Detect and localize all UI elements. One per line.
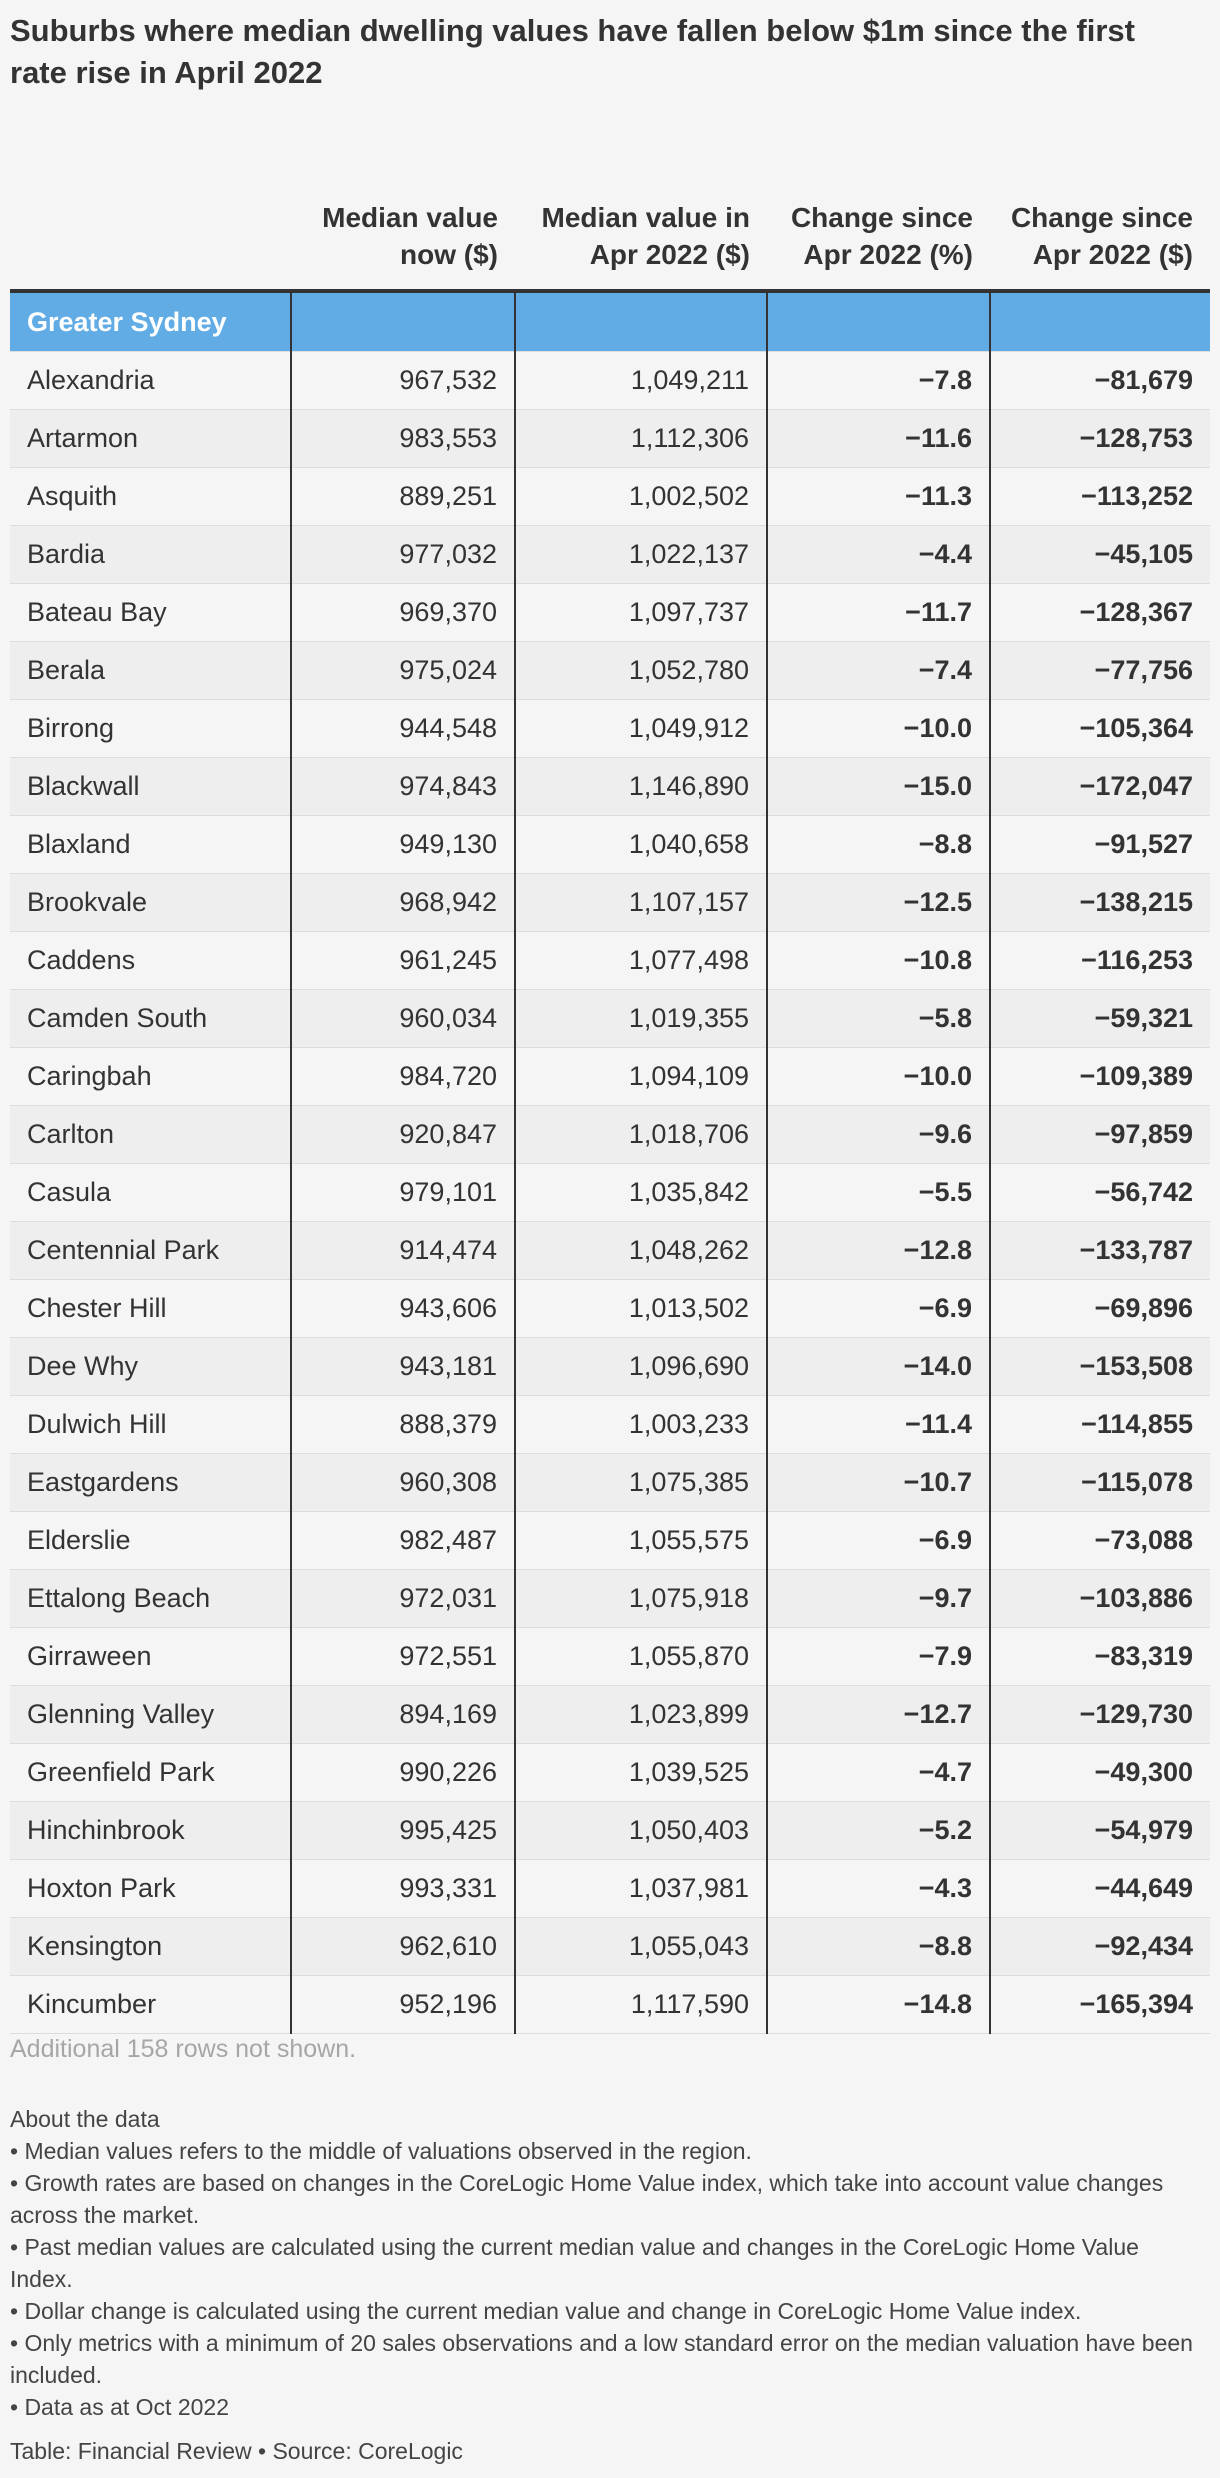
cell-change-dollar: −172,047: [990, 758, 1210, 816]
cell-median-apr: 1,094,109: [515, 1048, 767, 1106]
cell-median-now: 975,024: [291, 642, 515, 700]
cell-suburb: Hoxton Park: [10, 1860, 291, 1918]
cell-median-apr: 1,049,912: [515, 700, 767, 758]
cell-change-dollar: −128,367: [990, 584, 1210, 642]
cell-change-dollar: −81,679: [990, 352, 1210, 410]
cell-median-now: 962,610: [291, 1918, 515, 1976]
cell-suburb: Girraween: [10, 1628, 291, 1686]
cell-median-now: 914,474: [291, 1222, 515, 1280]
about-section: [10, 2103, 1205, 2423]
cell-median-now: 960,308: [291, 1454, 515, 1512]
cell-median-apr: 1,002,502: [515, 468, 767, 526]
cell-median-now: 972,551: [291, 1628, 515, 1686]
about-heading: About the data: [10, 2106, 160, 2132]
cell-median-now: 979,101: [291, 1164, 515, 1222]
cell-median-apr: 1,050,403: [515, 1802, 767, 1860]
cell-suburb: Bateau Bay: [10, 584, 291, 642]
cell-suburb: Elderslie: [10, 1512, 291, 1570]
cell-change-dollar: −153,508: [990, 1338, 1210, 1396]
cell-change-dollar: −45,105: [990, 526, 1210, 584]
cell-median-now: 967,532: [291, 352, 515, 410]
cell-change-pct: −4.7: [767, 1744, 990, 1802]
cell-median-apr: 1,048,262: [515, 1222, 767, 1280]
cell-change-dollar: −69,896: [990, 1280, 1210, 1338]
cell-change-dollar: −116,253: [990, 932, 1210, 990]
cell-median-now: 984,720: [291, 1048, 515, 1106]
cell-change-pct: −7.9: [767, 1628, 990, 1686]
cell-change-dollar: −91,527: [990, 816, 1210, 874]
cell-median-now: 960,034: [291, 990, 515, 1048]
table-row: [10, 758, 1210, 816]
cell-median-now: 889,251: [291, 468, 515, 526]
group-label: Greater Sydney: [10, 291, 291, 352]
table-row: [10, 1164, 1210, 1222]
cell-median-apr: 1,075,918: [515, 1570, 767, 1628]
cell-suburb: Caddens: [10, 932, 291, 990]
cell-suburb: Blackwall: [10, 758, 291, 816]
table-row: [10, 932, 1210, 990]
cell-change-pct: −5.5: [767, 1164, 990, 1222]
cell-change-dollar: −73,088: [990, 1512, 1210, 1570]
cell-median-now: 952,196: [291, 1976, 515, 2034]
cell-change-dollar: −44,649: [990, 1860, 1210, 1918]
cell-change-dollar: −138,215: [990, 874, 1210, 932]
cell-median-apr: 1,035,842: [515, 1164, 767, 1222]
about-bullet: • Data as at Oct 2022: [10, 2394, 230, 2420]
cell-median-apr: 1,018,706: [515, 1106, 767, 1164]
about-bullet: • Only metrics with a minimum of 20 sales observations and a low standard error on the median valuation have been included.: [10, 2330, 1193, 2388]
cell-suburb: Kensington: [10, 1918, 291, 1976]
cell-suburb: Centennial Park: [10, 1222, 291, 1280]
group-cell: [767, 291, 990, 352]
cell-median-apr: 1,077,498: [515, 932, 767, 990]
table-row: [10, 1918, 1210, 1976]
about-bullet: • Growth rates are based on changes in the CoreLogic Home Value index, which take into account value changes across the market.: [10, 2170, 1164, 2228]
table-row: [10, 642, 1210, 700]
cell-median-now: 920,847: [291, 1106, 515, 1164]
cell-change-pct: −11.6: [767, 410, 990, 468]
cell-suburb: Kincumber: [10, 1976, 291, 2034]
cell-change-pct: −11.7: [767, 584, 990, 642]
cell-suburb: Hinchinbrook: [10, 1802, 291, 1860]
group-cell: [291, 291, 515, 352]
cell-change-dollar: −113,252: [990, 468, 1210, 526]
cell-change-pct: −12.7: [767, 1686, 990, 1744]
cell-change-dollar: −103,886: [990, 1570, 1210, 1628]
cell-median-now: 982,487: [291, 1512, 515, 1570]
cell-change-pct: −8.8: [767, 816, 990, 874]
table-row: [10, 990, 1210, 1048]
cell-suburb: Dulwich Hill: [10, 1396, 291, 1454]
cell-median-apr: 1,040,658: [515, 816, 767, 874]
cell-change-dollar: −83,319: [990, 1628, 1210, 1686]
table-row: [10, 410, 1210, 468]
table-row: [10, 1106, 1210, 1164]
table-row: [10, 1802, 1210, 1860]
table-row: [10, 1686, 1210, 1744]
cell-change-pct: −7.8: [767, 352, 990, 410]
cell-change-dollar: −92,434: [990, 1918, 1210, 1976]
about-bullet: • Dollar change is calculated using the current median value and change in CoreLogic Home Value index.: [10, 2298, 1082, 2324]
table-row: [10, 1280, 1210, 1338]
cell-change-dollar: −165,394: [990, 1976, 1210, 2034]
cell-suburb: Blaxland: [10, 816, 291, 874]
column-header-median-now: Median value now ($): [291, 145, 515, 291]
more-rows-note: Additional 158 rows not shown.: [10, 2035, 357, 2063]
cell-median-now: 993,331: [291, 1860, 515, 1918]
cell-median-apr: 1,049,211: [515, 352, 767, 410]
cell-suburb: Brookvale: [10, 874, 291, 932]
cell-median-apr: 1,023,899: [515, 1686, 767, 1744]
cell-suburb: Birrong: [10, 700, 291, 758]
cell-median-apr: 1,052,780: [515, 642, 767, 700]
table-row: [10, 1396, 1210, 1454]
cell-median-apr: 1,112,306: [515, 410, 767, 468]
cell-suburb: Alexandria: [10, 352, 291, 410]
cell-median-now: 974,843: [291, 758, 515, 816]
table-row: [10, 1570, 1210, 1628]
cell-median-now: 961,245: [291, 932, 515, 990]
cell-change-pct: −10.8: [767, 932, 990, 990]
column-header-suburb: [10, 145, 291, 291]
cell-change-pct: −14.0: [767, 1338, 990, 1396]
cell-suburb: Asquith: [10, 468, 291, 526]
cell-change-pct: −11.4: [767, 1396, 990, 1454]
cell-change-pct: −11.3: [767, 468, 990, 526]
table-row: [10, 1628, 1210, 1686]
cell-change-pct: −6.9: [767, 1512, 990, 1570]
cell-change-pct: −14.8: [767, 1976, 990, 2034]
cell-median-apr: 1,003,233: [515, 1396, 767, 1454]
table-row: [10, 700, 1210, 758]
cell-change-pct: −10.0: [767, 1048, 990, 1106]
table-row: [10, 1048, 1210, 1106]
cell-change-dollar: −56,742: [990, 1164, 1210, 1222]
page-title: Suburbs where median dwelling values have fallen below $1m since the first rate rise in April 2022: [10, 13, 1135, 90]
cell-change-dollar: −133,787: [990, 1222, 1210, 1280]
table-row: [10, 1222, 1210, 1280]
cell-suburb: Eastgardens: [10, 1454, 291, 1512]
source-credit: Table: Financial Review • Source: CoreLogic: [10, 2438, 463, 2464]
cell-suburb: Berala: [10, 642, 291, 700]
table-header-row: [10, 145, 1210, 291]
table-row: [10, 526, 1210, 584]
cell-median-apr: 1,096,690: [515, 1338, 767, 1396]
column-header-median-apr: Median value in Apr 2022 ($): [515, 145, 767, 291]
cell-suburb: Caringbah: [10, 1048, 291, 1106]
cell-median-now: 977,032: [291, 526, 515, 584]
cell-change-pct: −10.7: [767, 1454, 990, 1512]
cell-change-pct: −6.9: [767, 1280, 990, 1338]
cell-change-pct: −12.8: [767, 1222, 990, 1280]
table-row: [10, 874, 1210, 932]
group-cell: [515, 291, 767, 352]
cell-suburb: Artarmon: [10, 410, 291, 468]
cell-median-now: 894,169: [291, 1686, 515, 1744]
cell-median-apr: 1,039,525: [515, 1744, 767, 1802]
table-row: [10, 468, 1210, 526]
cell-change-dollar: −115,078: [990, 1454, 1210, 1512]
cell-change-dollar: −97,859: [990, 1106, 1210, 1164]
cell-suburb: Glenning Valley: [10, 1686, 291, 1744]
cell-change-dollar: −49,300: [990, 1744, 1210, 1802]
cell-median-now: 888,379: [291, 1396, 515, 1454]
cell-change-dollar: −54,979: [990, 1802, 1210, 1860]
cell-suburb: Greenfield Park: [10, 1744, 291, 1802]
cell-change-pct: −5.8: [767, 990, 990, 1048]
cell-median-apr: 1,055,575: [515, 1512, 767, 1570]
cell-change-dollar: −128,753: [990, 410, 1210, 468]
cell-median-apr: 1,055,043: [515, 1918, 767, 1976]
cell-suburb: Camden South: [10, 990, 291, 1048]
about-bullet: • Median values refers to the middle of valuations observed in the region.: [10, 2138, 752, 2164]
cell-median-apr: 1,117,590: [515, 1976, 767, 2034]
cell-change-pct: −4.4: [767, 526, 990, 584]
table-row: [10, 352, 1210, 410]
data-table: [10, 145, 1210, 2034]
cell-suburb: Dee Why: [10, 1338, 291, 1396]
cell-change-dollar: −129,730: [990, 1686, 1210, 1744]
cell-suburb: Bardia: [10, 526, 291, 584]
column-header-change-pct: Change since Apr 2022 (%): [767, 145, 990, 291]
cell-median-now: 969,370: [291, 584, 515, 642]
cell-change-pct: −15.0: [767, 758, 990, 816]
cell-median-apr: 1,013,502: [515, 1280, 767, 1338]
cell-median-now: 944,548: [291, 700, 515, 758]
cell-median-now: 972,031: [291, 1570, 515, 1628]
table-row: [10, 1976, 1210, 2034]
cell-median-now: 968,942: [291, 874, 515, 932]
cell-median-apr: 1,022,137: [515, 526, 767, 584]
table-row: [10, 1860, 1210, 1918]
cell-median-apr: 1,055,870: [515, 1628, 767, 1686]
about-bullet: • Past median values are calculated using the current median value and changes in the CoreLogic Home Value Index.: [10, 2234, 1139, 2292]
cell-median-apr: 1,107,157: [515, 874, 767, 932]
cell-change-pct: −8.8: [767, 1918, 990, 1976]
cell-suburb: Casula: [10, 1164, 291, 1222]
table-row: [10, 584, 1210, 642]
cell-median-apr: 1,097,737: [515, 584, 767, 642]
cell-median-now: 943,181: [291, 1338, 515, 1396]
cell-median-apr: 1,146,890: [515, 758, 767, 816]
group-row: [10, 291, 1210, 352]
cell-median-apr: 1,019,355: [515, 990, 767, 1048]
cell-suburb: Carlton: [10, 1106, 291, 1164]
cell-change-dollar: −114,855: [990, 1396, 1210, 1454]
cell-suburb: Ettalong Beach: [10, 1570, 291, 1628]
cell-median-now: 990,226: [291, 1744, 515, 1802]
cell-median-apr: 1,037,981: [515, 1860, 767, 1918]
cell-change-pct: −9.7: [767, 1570, 990, 1628]
cell-change-pct: −7.4: [767, 642, 990, 700]
cell-median-now: 995,425: [291, 1802, 515, 1860]
cell-median-apr: 1,075,385: [515, 1454, 767, 1512]
cell-median-now: 943,606: [291, 1280, 515, 1338]
group-cell: [990, 291, 1210, 352]
cell-change-pct: −5.2: [767, 1802, 990, 1860]
cell-change-pct: −12.5: [767, 874, 990, 932]
cell-suburb: Chester Hill: [10, 1280, 291, 1338]
table-row: [10, 1744, 1210, 1802]
cell-change-dollar: −59,321: [990, 990, 1210, 1048]
column-header-change-dollar: Change since Apr 2022 ($): [990, 145, 1210, 291]
table-row: [10, 1512, 1210, 1570]
cell-change-dollar: −105,364: [990, 700, 1210, 758]
cell-change-dollar: −77,756: [990, 642, 1210, 700]
table-row: [10, 1454, 1210, 1512]
cell-median-now: 983,553: [291, 410, 515, 468]
table-row: [10, 1338, 1210, 1396]
cell-change-pct: −4.3: [767, 1860, 990, 1918]
cell-change-pct: −9.6: [767, 1106, 990, 1164]
cell-median-now: 949,130: [291, 816, 515, 874]
cell-change-pct: −10.0: [767, 700, 990, 758]
table-row: [10, 816, 1210, 874]
cell-change-dollar: −109,389: [990, 1048, 1210, 1106]
